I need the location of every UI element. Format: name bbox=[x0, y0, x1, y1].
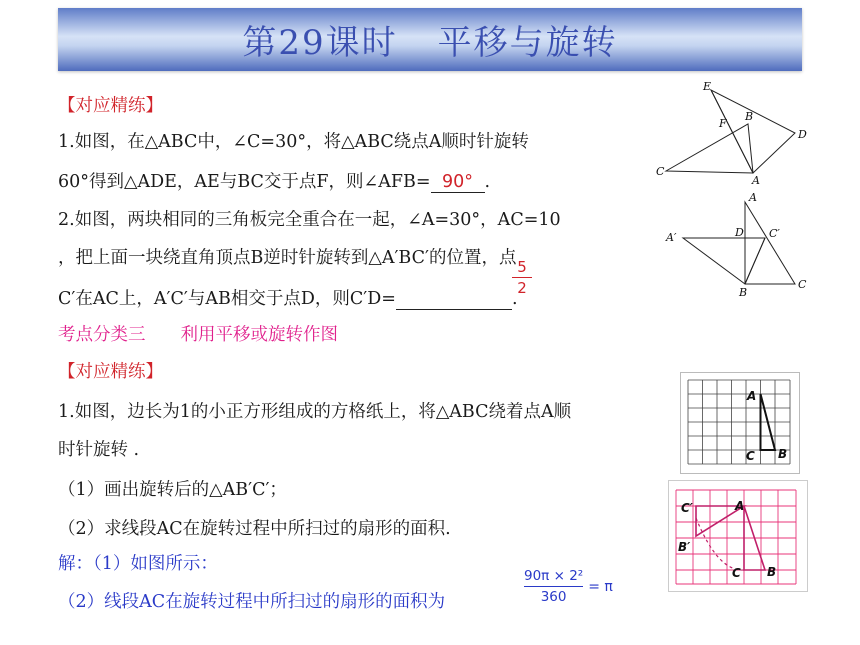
q1-line2-text: 60°得到△ADE，AE与BC交于点F，则∠AFB= bbox=[58, 172, 431, 192]
label-c: C bbox=[732, 566, 741, 580]
label-e: E bbox=[703, 80, 712, 93]
q2-line3-text: C′在AC上，A′C′与AB相交于点D，则C′D= bbox=[58, 289, 396, 309]
figure2-triangles-diagram bbox=[664, 188, 814, 300]
q2-answer-denominator: 2 bbox=[517, 279, 527, 297]
section1-header: 【对应精练】 bbox=[58, 96, 163, 116]
q2-answer-numerator: 5 bbox=[517, 258, 527, 276]
q2-line1: 2.如图，两块相同的三角板完全重合在一起，∠A=30°，AC=10 bbox=[58, 210, 561, 230]
q2-line2: ，把上面一块绕直角顶点B逆时针旋转到△A′BC′的位置，点 bbox=[58, 248, 517, 268]
q2-line3 bbox=[58, 285, 518, 310]
figure1-rotation-diagram bbox=[650, 78, 815, 186]
figure3-grid-diagram bbox=[680, 372, 800, 474]
q3-line2: 时针旋转 . bbox=[58, 440, 140, 460]
label-c-prime: C′ bbox=[681, 501, 693, 515]
solution-line1: 解：（1）如图所示： bbox=[58, 554, 218, 574]
title-lesson: 第29课时 bbox=[242, 23, 398, 63]
formula-denominator: 360 bbox=[540, 589, 567, 605]
solution-formula bbox=[524, 568, 613, 605]
label-f: F bbox=[719, 117, 727, 130]
title-banner bbox=[58, 8, 802, 71]
formula-result: = π bbox=[588, 578, 613, 595]
q3-part2: （2）求线段AC在旋转过程中所扫过的扇形的面积. bbox=[58, 519, 451, 539]
label-b: B bbox=[745, 110, 754, 123]
label-a: A bbox=[735, 499, 745, 513]
label-d: D bbox=[735, 226, 744, 239]
label-a-prime: A′ bbox=[666, 231, 677, 244]
label-a: A bbox=[747, 389, 757, 403]
figure4-answer-grid bbox=[668, 480, 808, 592]
label-c-prime: C′ bbox=[769, 227, 780, 240]
section2-title: 考点分类三 利用平移或旋转作图 bbox=[58, 325, 338, 345]
label-c: C bbox=[746, 449, 755, 463]
q1-line1: 1.如图，在△ABC中，∠C=30°，将△ABC绕点A顺时针旋转 bbox=[58, 132, 529, 152]
section2-header: 【对应精练】 bbox=[58, 362, 163, 382]
triangle-a-prime-bc-prime bbox=[683, 238, 765, 284]
triangle-ade bbox=[711, 90, 795, 173]
label-b: B bbox=[739, 286, 748, 299]
title-topic: 平移与旋转 bbox=[437, 23, 618, 63]
formula-fraction bbox=[524, 568, 583, 605]
formula-numerator: 90π × 2² bbox=[524, 568, 584, 584]
triangle-abc bbox=[666, 124, 753, 173]
q1-line2 bbox=[58, 168, 490, 193]
label-b: B bbox=[767, 565, 777, 579]
q3-part1: （1）画出旋转后的△AB′C′； bbox=[58, 480, 287, 500]
label-b-prime: B′ bbox=[678, 540, 691, 554]
q1-answer: 90° bbox=[442, 172, 474, 192]
label-c: C bbox=[798, 278, 807, 291]
label-d: D bbox=[798, 128, 807, 141]
q2-answer-fraction bbox=[512, 258, 532, 297]
label-b: B bbox=[778, 447, 788, 461]
q1-answer-blank bbox=[431, 172, 485, 193]
q3-line1: 1.如图，边长为1的小正方形组成的方格纸上，将△ABC绕着点A顺 bbox=[58, 402, 572, 422]
q1-line2-end: . bbox=[484, 172, 491, 192]
label-a: A bbox=[752, 174, 760, 186]
triangle-abc-lower bbox=[745, 202, 795, 284]
label-c: C bbox=[656, 165, 665, 178]
solution-line2: （2）线段AC在旋转过程中所扫过的扇形的面积为 bbox=[58, 592, 446, 612]
q2-answer-blank bbox=[396, 289, 512, 310]
q2-line3-end: . bbox=[511, 289, 518, 309]
label-a: A bbox=[749, 191, 757, 204]
